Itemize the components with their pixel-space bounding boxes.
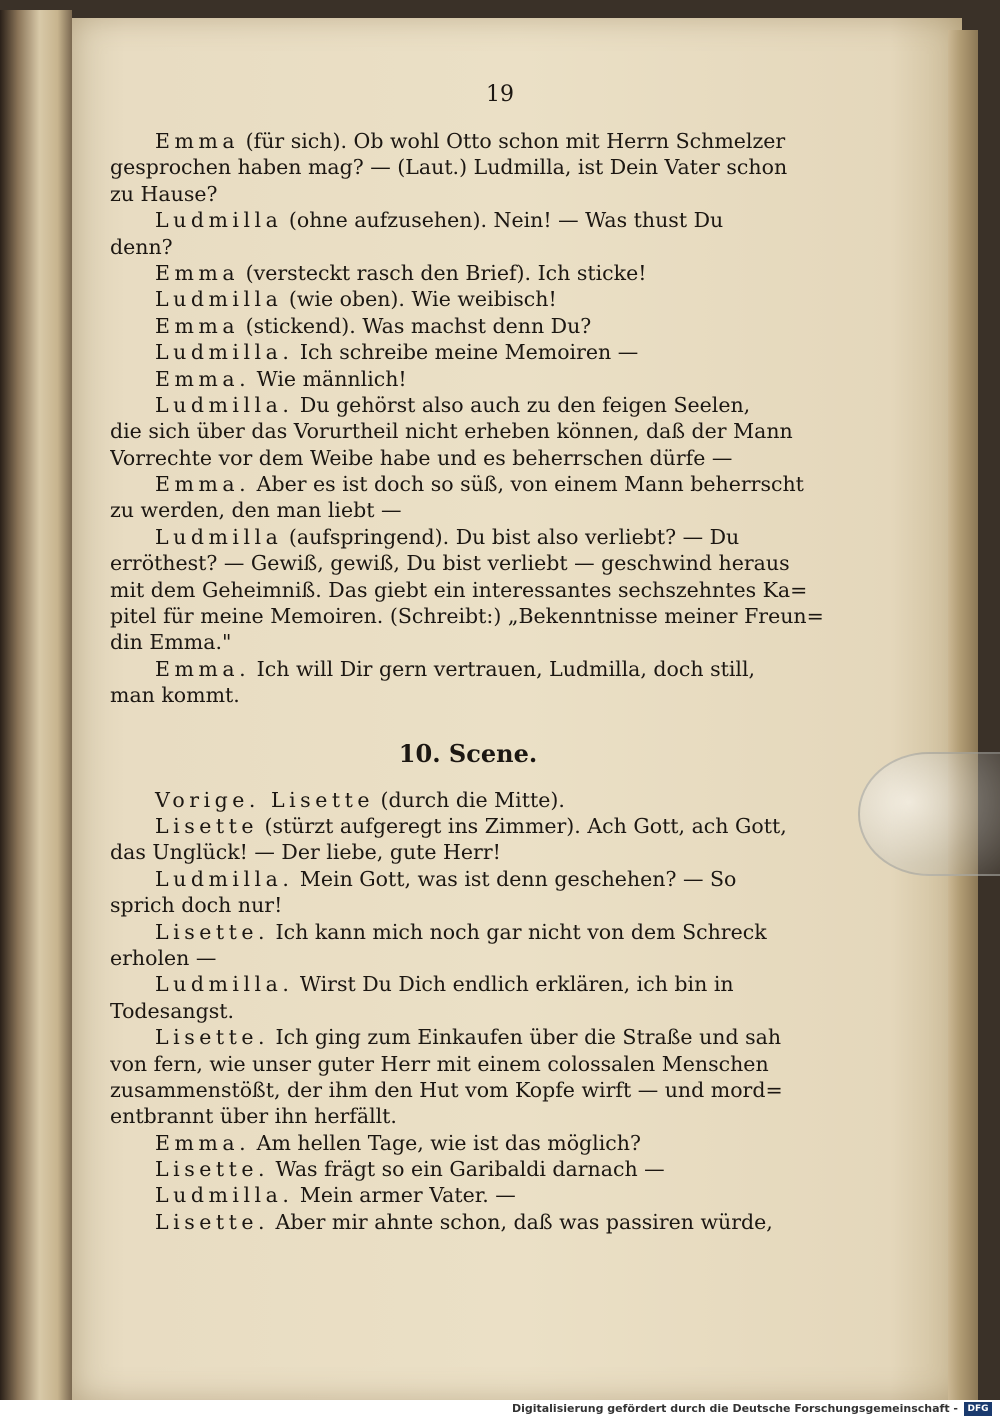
line-text: Wirst Du Dich endlich erklären, ich bin in <box>293 972 734 997</box>
text-line <box>110 445 826 471</box>
speaker-name: Ludmilla. <box>155 972 294 997</box>
line-text: die sich über das Vorurtheil nicht erheben können, daß der Mann <box>110 419 793 444</box>
speaker-name: Emma. <box>155 472 251 497</box>
text-line <box>110 919 826 945</box>
line-text: Ich will Dir gern vertrauen, Ludmilla, doch still, <box>250 656 756 681</box>
speaker-name: Ludmilla. <box>155 1183 294 1208</box>
speaker-name: Lisette. <box>155 1025 270 1050</box>
text-line <box>110 1051 826 1077</box>
line-text: (ohne aufzusehen). Nein! — Was thust Du <box>282 208 724 233</box>
text-line <box>110 656 826 682</box>
line-text: Am hellen Tage, wie ist das möglich? <box>250 1130 641 1155</box>
line-text: Todesangst. <box>110 998 235 1023</box>
left-page-edge <box>0 10 72 1400</box>
text-line <box>110 629 826 655</box>
scanner-clamp <box>858 752 1000 876</box>
dialogue-block-after <box>110 787 826 1236</box>
line-text: mit dem Geheimniß. Das giebt ein interessantes sechszehntes Ka= <box>110 577 808 602</box>
line-text: von fern, wie unser guter Herr mit einem colossalen Menschen <box>110 1051 769 1076</box>
text-line <box>110 339 826 365</box>
text-line <box>110 1103 826 1129</box>
footer-credit: Digitalisierung gefördert durch die Deutsche Forschungsgemeinschaft - <box>511 1402 958 1415</box>
scene-heading: 10. Scene. <box>398 738 538 768</box>
speaker-name: Lisette. <box>155 1209 270 1234</box>
speaker-name: Emma <box>155 260 240 285</box>
line-text: Ich kann mich noch gar nicht von dem Schreck <box>269 919 767 944</box>
speaker-name: Vorige. Lisette <box>155 787 374 812</box>
text-line <box>110 154 826 180</box>
line-text: (durch die Mitte). <box>374 787 565 812</box>
text-line <box>110 234 826 260</box>
right-page-edge <box>948 30 978 1400</box>
line-text: Aber mir ahnte schon, daß was passiren würde, <box>269 1209 773 1234</box>
line-text: (für sich). Ob wohl Otto schon mit Herrn Schmelzer <box>239 129 786 153</box>
speaker-name: Ludmilla <box>155 208 283 233</box>
text-line <box>110 813 826 839</box>
line-text: Was frägt so ein Garibaldi darnach — <box>269 1157 665 1182</box>
line-text: sprich doch nur! <box>110 893 283 918</box>
text-line <box>110 260 826 286</box>
line-text: erröthest? — Gewiß, gewiß, Du bist verliebt — geschwind heraus <box>110 551 790 576</box>
line-text: (versteckt rasch den Brief). Ich sticke! <box>239 260 647 285</box>
text-line <box>110 603 826 629</box>
page-number: 19 <box>486 82 514 107</box>
text-line <box>110 1130 826 1156</box>
text-line <box>110 787 826 813</box>
text-line <box>110 839 826 865</box>
text-line <box>110 524 826 550</box>
text-line <box>110 313 826 339</box>
line-text: Ich schreibe meine Memoiren — <box>293 340 639 365</box>
text-line <box>110 1156 826 1182</box>
text-line <box>110 945 826 971</box>
line-text: Du gehörst also auch zu den feigen Seelen, <box>293 392 751 417</box>
speaker-name: Emma. <box>155 1130 251 1155</box>
text-line <box>110 1024 826 1050</box>
speaker-name: Lisette. <box>155 1157 270 1182</box>
text-line <box>110 392 826 418</box>
line-text: pitel für meine Memoiren. (Schreibt:) „Bekenntnisse meiner Freun= <box>110 604 824 629</box>
speaker-name: Emma. <box>155 656 251 681</box>
dfg-logo: DFG <box>964 1402 992 1416</box>
line-text: das Unglück! — Der liebe, gute Herr! <box>110 840 501 865</box>
speaker-name: Ludmilla. <box>155 866 294 891</box>
line-text: Mein armer Vater. — <box>293 1183 516 1208</box>
speaker-name: Ludmilla. <box>155 340 294 365</box>
line-text: entbrannt über ihn herfällt. <box>110 1104 397 1129</box>
text-line <box>110 892 826 918</box>
text-line <box>110 998 826 1024</box>
text-line <box>110 866 826 892</box>
text-line <box>110 497 826 523</box>
speaker-name: Ludmilla <box>155 287 283 312</box>
text-line <box>110 207 826 233</box>
line-text: zusammenstößt, der ihm den Hut vom Kopfe wirft — und mord= <box>110 1077 783 1102</box>
line-text: (stickend). Was machst denn Du? <box>239 313 592 338</box>
text-line <box>110 1182 826 1208</box>
speaker-name: Emma. <box>155 366 251 391</box>
line-text: zu werden, den man liebt — <box>110 498 402 523</box>
speaker-name: Emma <box>155 313 240 338</box>
line-text: Wie männlich! <box>250 366 407 391</box>
speaker-name: Lisette <box>155 813 258 838</box>
speaker-name: Emma <box>155 129 240 153</box>
line-text: Vorrechte vor dem Weibe habe und es beherrschen dürfe — <box>110 445 733 470</box>
text-line <box>110 971 826 997</box>
text-line <box>110 1209 826 1235</box>
text-line <box>110 128 826 154</box>
text-line <box>110 471 826 497</box>
line-text: (stürzt aufgeregt ins Zimmer). Ach Gott, ach Gott, <box>258 813 787 838</box>
line-text: (aufspringend). Du bist also verliebt? — Du <box>282 524 740 549</box>
speaker-name: Lisette. <box>155 919 270 944</box>
text-line <box>110 1077 826 1103</box>
line-text: zu Hause? <box>110 181 218 206</box>
digitization-footer <box>0 1400 1000 1419</box>
text-line <box>110 366 826 392</box>
speaker-name: Ludmilla <box>155 524 283 549</box>
text-line <box>110 550 826 576</box>
text-line <box>110 181 826 207</box>
line-text: man kommt. <box>110 683 240 708</box>
line-text: denn? <box>110 234 173 259</box>
line-text: Mein Gott, was ist denn geschehen? — So <box>293 866 737 891</box>
text-line <box>110 418 826 444</box>
line-text: Ich ging zum Einkaufen über die Straße und sah <box>269 1025 782 1050</box>
line-text: din Emma." <box>110 630 232 655</box>
line-text: Aber es ist doch so süß, von einem Mann beherrscht <box>250 472 804 497</box>
speaker-name: Ludmilla. <box>155 392 294 417</box>
dialogue-block-before <box>110 128 826 709</box>
line-text: (wie oben). Wie weibisch! <box>282 287 557 312</box>
line-text: gesprochen haben mag? — (Laut.) Ludmilla, ist Dein Vater schon <box>110 155 788 180</box>
text-line <box>110 682 826 708</box>
page-text <box>110 128 826 1235</box>
text-line <box>110 286 826 312</box>
text-line <box>110 577 826 603</box>
line-text: erholen — <box>110 945 217 970</box>
